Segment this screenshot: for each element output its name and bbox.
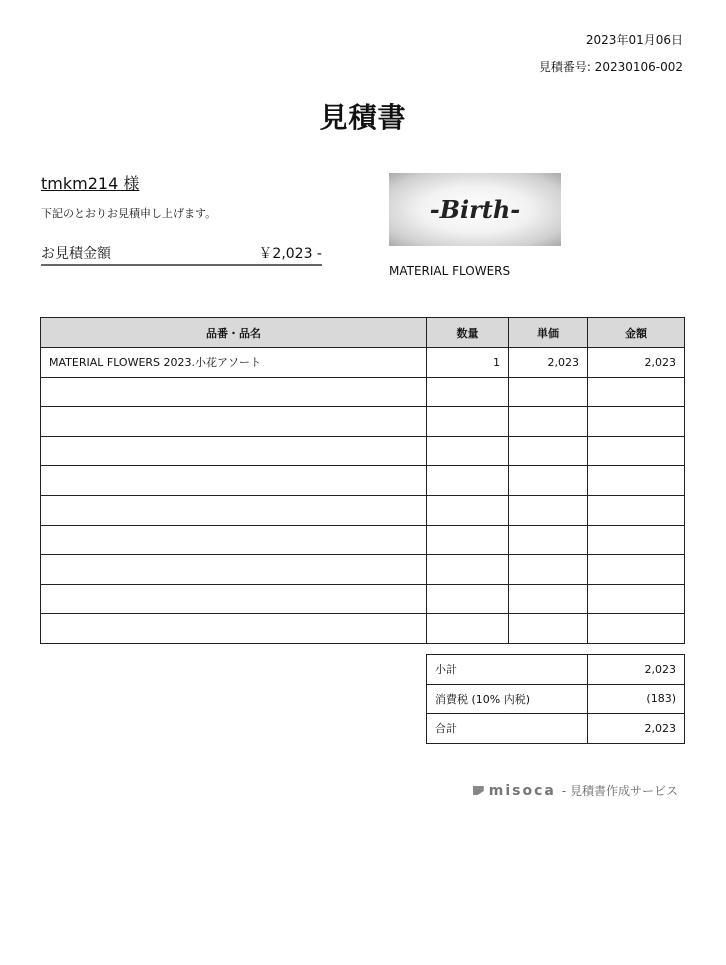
- item-unit-price: [509, 466, 588, 496]
- estimate-amount-value: ￥2,023 -: [258, 246, 322, 262]
- total-value: 2,023: [588, 714, 685, 744]
- subtotal-row: [427, 655, 685, 685]
- item-unit-price: [509, 584, 588, 614]
- item-quantity: [427, 407, 509, 437]
- item-name: MATERIAL FLOWERS 2023.小花アソート: [41, 348, 427, 378]
- issue-date: 2023年01月06日: [585, 33, 683, 47]
- item-quantity: [427, 525, 509, 555]
- table-row: [41, 555, 685, 585]
- brand-name: misoca: [488, 782, 556, 799]
- subtotal-value: 2,023: [588, 655, 685, 685]
- item-name: [41, 495, 427, 525]
- items-header-row: [41, 318, 685, 348]
- misoca-logo-icon: [473, 786, 484, 795]
- column-header-quantity: 数量: [427, 318, 509, 348]
- item-name: [41, 555, 427, 585]
- item-name: [41, 614, 427, 644]
- item-unit-price: [509, 614, 588, 644]
- item-quantity: 1: [427, 348, 509, 378]
- item-name: [41, 377, 427, 407]
- item-quantity: [427, 377, 509, 407]
- item-amount: [588, 555, 685, 585]
- item-unit-price: [509, 377, 588, 407]
- table-row: [41, 407, 685, 437]
- item-amount: [588, 525, 685, 555]
- item-quantity: [427, 584, 509, 614]
- table-row: [41, 436, 685, 466]
- item-unit-price: [509, 555, 588, 585]
- table-row: [41, 466, 685, 496]
- service-name: - 見積書作成サービス: [561, 784, 678, 798]
- item-quantity: [427, 436, 509, 466]
- item-name: [41, 584, 427, 614]
- item-quantity: [427, 495, 509, 525]
- item-unit-price: [509, 436, 588, 466]
- column-header-item: 品番・品名: [41, 318, 427, 348]
- item-amount: [588, 584, 685, 614]
- tax-row: [427, 684, 685, 714]
- items-table: [40, 317, 685, 644]
- tax-label: 消費税 (10% 内税): [427, 684, 588, 714]
- total-label: 合計: [427, 714, 588, 744]
- subtotal-label: 小計: [427, 655, 588, 685]
- item-amount: [588, 614, 685, 644]
- table-row: [41, 614, 685, 644]
- item-name: [41, 436, 427, 466]
- item-name: [41, 525, 427, 555]
- page-title: 見積書: [319, 101, 407, 134]
- item-quantity: [427, 614, 509, 644]
- table-row: [41, 584, 685, 614]
- company-logo: [389, 173, 561, 246]
- estimate-amount-label: お見積金額: [41, 246, 111, 262]
- company-logo-text: -Birth-: [429, 195, 521, 224]
- estimate-amount: [41, 243, 322, 266]
- item-unit-price: 2,023: [509, 348, 588, 378]
- tax-value: (183): [588, 684, 685, 714]
- table-row: [41, 348, 685, 378]
- item-amount: [588, 466, 685, 496]
- table-row: [41, 495, 685, 525]
- item-amount: [588, 436, 685, 466]
- column-header-amount: 金額: [588, 318, 685, 348]
- item-name: [41, 407, 427, 437]
- item-unit-price: [509, 495, 588, 525]
- footer-branding: [473, 782, 678, 799]
- item-amount: [588, 377, 685, 407]
- table-row: [41, 525, 685, 555]
- company-name: MATERIAL FLOWERS: [389, 264, 511, 278]
- total-row: [427, 714, 685, 744]
- item-amount: [588, 407, 685, 437]
- column-header-unit-price: 単価: [509, 318, 588, 348]
- item-name: [41, 466, 427, 496]
- item-amount: [588, 495, 685, 525]
- client-name: tmkm214 様: [41, 174, 140, 193]
- estimate-number: 見積番号: 20230106-002: [538, 60, 683, 74]
- item-amount: 2,023: [588, 348, 685, 378]
- estimate-note: 下記のとおりお見積申し上げます。: [41, 207, 217, 220]
- item-unit-price: [509, 407, 588, 437]
- item-quantity: [427, 466, 509, 496]
- item-quantity: [427, 555, 509, 585]
- table-row: [41, 377, 685, 407]
- totals-table: [426, 654, 685, 744]
- item-unit-price: [509, 525, 588, 555]
